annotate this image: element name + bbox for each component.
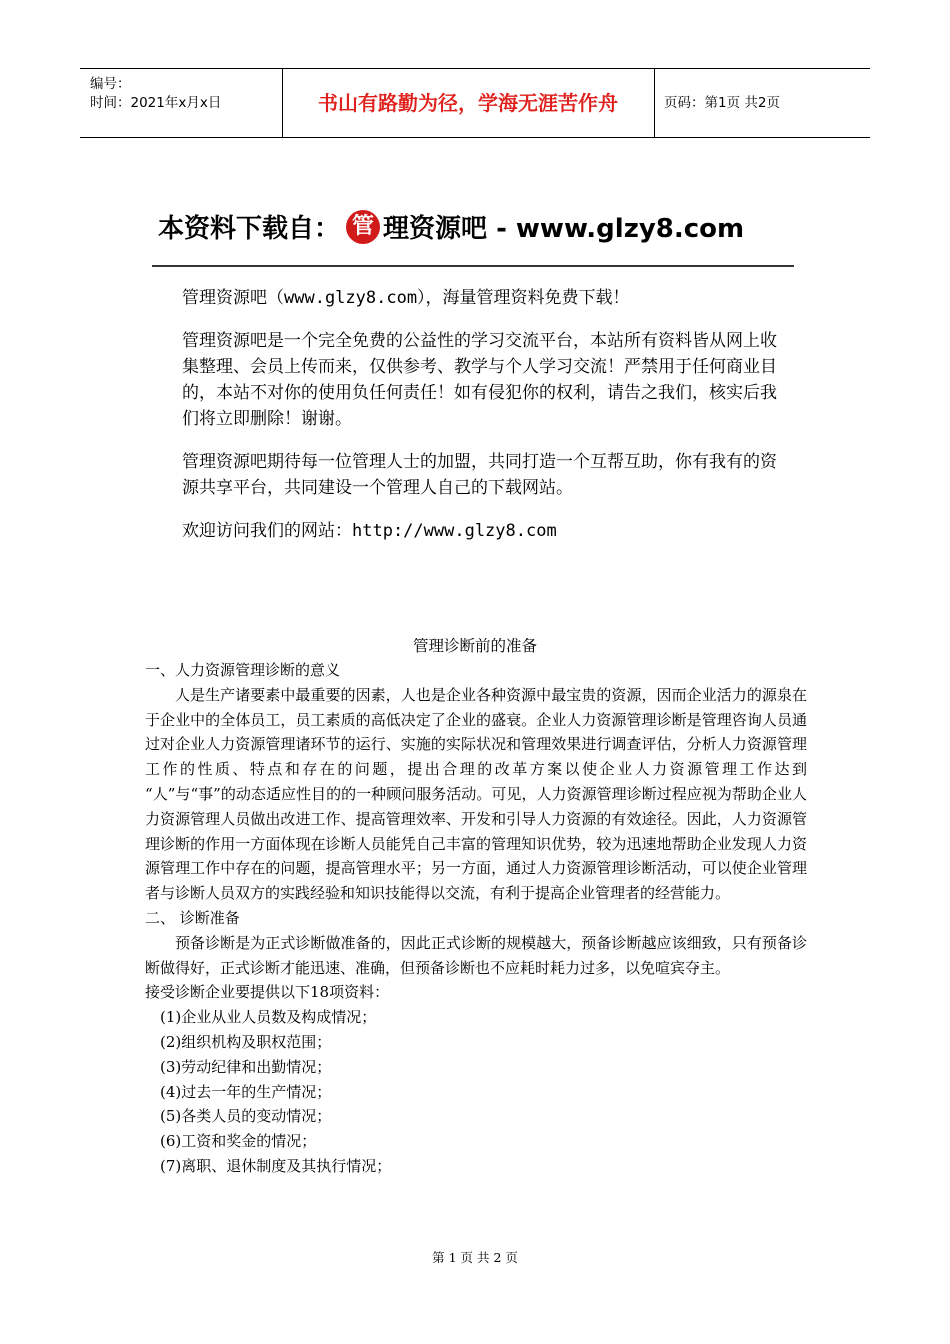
list-item: (2)组织机构及职权范围； bbox=[160, 1032, 332, 1051]
intro-paragraph-2: 管理资源吧是一个完全免费的公益性的学习交流平台，本站所有资料皆从网上收集整理、会员上传而来，仅供参考、教学与个人学习交流！严禁用于任何商业目的，本站不对你的使用负任何责任！如有侵犯你的权利，请告之我们，核实后我们将立即删除！谢谢。 bbox=[182, 331, 777, 429]
intro-paragraph-1: 管理资源吧（www.glzy8.com），海量管理资料免费下载！ bbox=[182, 288, 630, 308]
section-1-paragraph: 人是生产诸要素中最重要的因素，人也是企业各种资源中最宝贵的资源，因而企业活力的源泉在于企业中的全体员工，员工素质的高低决定了企业的盛衰。企业人力资源管理诊断是管理咨询人员通过对企业人力资源管理诸环节的运行、实施的实际状况和管理效果进行调查评估，分析人力资源管理工作的性质、特点和存在的问题，提出合理的改革方案以使企业人力资源管理工作达到 “人”与“事”的动态适应性目的的一种顾问服务活动。可见，人力资源管理诊断过程应视为帮助企业人力资源管理人员做出改进工作、提高管理效率、开发和引导人力资源的有效途径。因此，人力资源管理诊断的作用一方面体现在诊断人员能凭自己丰富的管理知识优势，较为迅速地帮助企业发现人力资源管理工作中存在的问题，提高管理水平；另一方面，通过人力资源管理诊断活动，可以使企业管理者与诊断人员双方的实践经验和知识技能得以交流，有利于提高企业管理者的经营能力。 bbox=[145, 685, 807, 903]
section-1-heading: 一、人力资源管理诊断的意义 bbox=[145, 661, 341, 679]
header-page-info: 页码：第1页 共2页 bbox=[664, 95, 780, 111]
intro-block bbox=[182, 285, 782, 561]
section-2-paragraph: 预备诊断是为正式诊断做准备的，因此正式诊断的规模越大，预备诊断越应该细致，只有预备诊断做得好，正式诊断才能迅速、准确，但预备诊断也不应耗时耗力过多，以免喧宾夺主。 bbox=[145, 933, 807, 977]
article-title: 管理诊断前的准备 bbox=[412, 637, 537, 655]
site-logo-icon: 管 bbox=[346, 210, 380, 244]
banner-prefix: 本资料下载自： bbox=[158, 214, 341, 244]
banner-divider bbox=[152, 265, 794, 267]
header-meta-cell bbox=[80, 69, 283, 137]
banner-suffix: 理资源吧 - www.glzy8.com bbox=[383, 214, 745, 244]
intro-paragraph-3: 管理资源吧期待每一位管理人士的加盟，共同打造一个互帮互助，你有我有的资源共享平台，共同建设一个管理人自己的下载网站。 bbox=[182, 452, 777, 498]
doc-time-label: 时间：2021年x月x日 bbox=[90, 95, 222, 111]
section-2-heading: 二、 诊断准备 bbox=[145, 908, 240, 927]
list-item: (1)企业从业人员数及构成情况； bbox=[160, 1008, 377, 1027]
list-item: (3)劳动纪律和出勤情况； bbox=[160, 1057, 332, 1076]
article-body bbox=[145, 658, 807, 1179]
page-footer: 第 1 页 共 2 页 bbox=[432, 1250, 518, 1265]
download-banner bbox=[158, 208, 798, 252]
doc-number-label: 编号： bbox=[90, 76, 131, 92]
list-item: (4)过去一年的生产情况； bbox=[160, 1082, 332, 1101]
header-motto: 书山有路勤为径，学海无涯苦作舟 bbox=[282, 69, 655, 137]
list-item: (6)工资和奖金的情况； bbox=[160, 1132, 317, 1151]
header-table bbox=[80, 68, 870, 138]
intro-paragraph-4: 欢迎访问我们的网站：http://www.glzy8.com bbox=[182, 521, 557, 541]
list-item: (7)离职、退休制度及其执行情况； bbox=[160, 1156, 392, 1175]
list-intro: 接受诊断企业要提供以下18项资料： bbox=[145, 983, 390, 1002]
list-item: (5)各类人员的变动情况； bbox=[160, 1107, 332, 1126]
